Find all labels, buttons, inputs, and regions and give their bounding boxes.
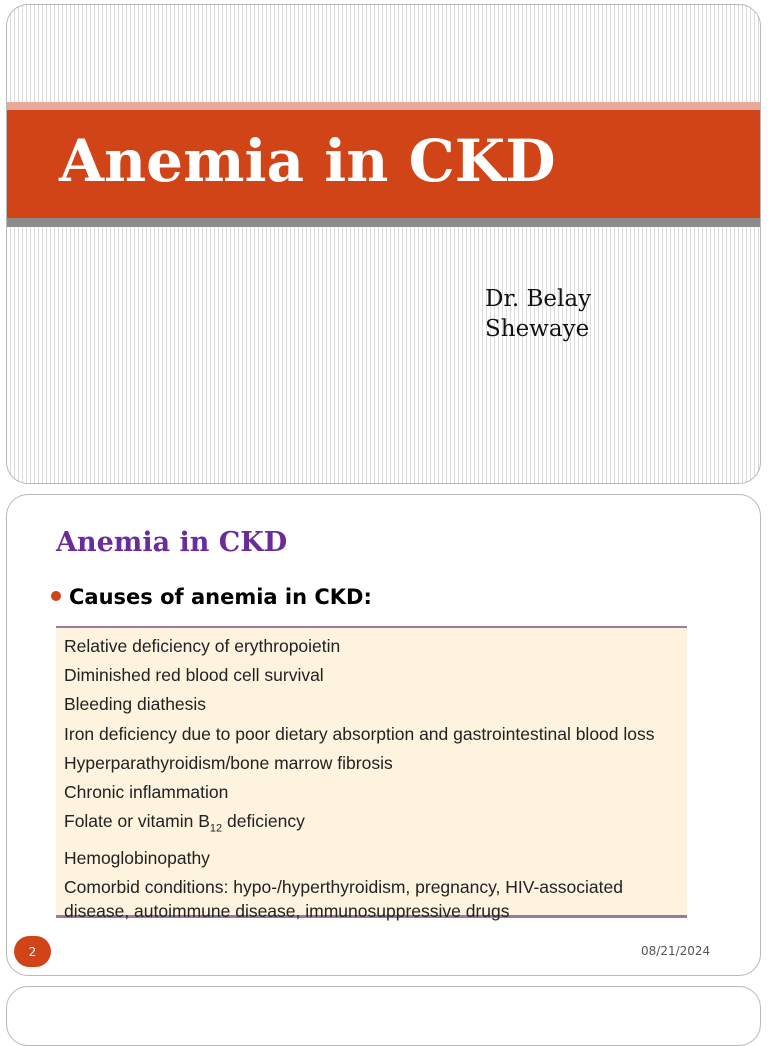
- content-slide: [6, 494, 761, 976]
- list-item: Relative deficiency of erythropoietin: [64, 636, 341, 656]
- title-slide: [6, 4, 761, 484]
- causes-table: [56, 626, 687, 922]
- bullet-text: Causes of anemia in CKD:: [69, 585, 372, 609]
- list-item: Diminished red blood cell survival: [64, 665, 324, 686]
- next-slide-preview: [6, 986, 761, 1046]
- title-band: [7, 110, 760, 218]
- title-band-highlight: [7, 102, 760, 110]
- b12-suffix: deficiency: [222, 811, 305, 832]
- page-number-badge: 2: [14, 936, 51, 967]
- list-item: Hemoglobinopathy: [64, 847, 210, 868]
- title-band-shadow: [7, 218, 760, 227]
- slide-heading: Anemia in CKD: [56, 527, 288, 558]
- list-item: Iron deficiency due to poor dietary absorption and gastrointestinal blood loss: [64, 723, 655, 744]
- author-name: [485, 284, 645, 344]
- list-item: Comorbid conditions: hypo-/hyperthyroidism, pregnancy, HIV-associated disease, autoimmune disease, immunosuppressive drugs: [64, 877, 623, 922]
- slide-date: 08/21/2024: [641, 944, 711, 958]
- list-item: Hyperparathyroidism/bone marrow fibrosis: [64, 752, 393, 773]
- author-line-1: Dr. Belay: [485, 286, 592, 312]
- list-item: Bleeding diathesis: [64, 694, 207, 715]
- list-item: Chronic inflammation: [64, 782, 229, 803]
- slide-title: Anemia in CKD: [59, 127, 556, 195]
- b12-prefix: Folate or vitamin B: [64, 811, 210, 832]
- bullet-dot-icon: [51, 591, 61, 601]
- list-item: [64, 807, 687, 844]
- author-line-2: Shewaye: [485, 316, 590, 342]
- bullet-item: [51, 585, 372, 609]
- b12-subscript: 12: [209, 822, 223, 835]
